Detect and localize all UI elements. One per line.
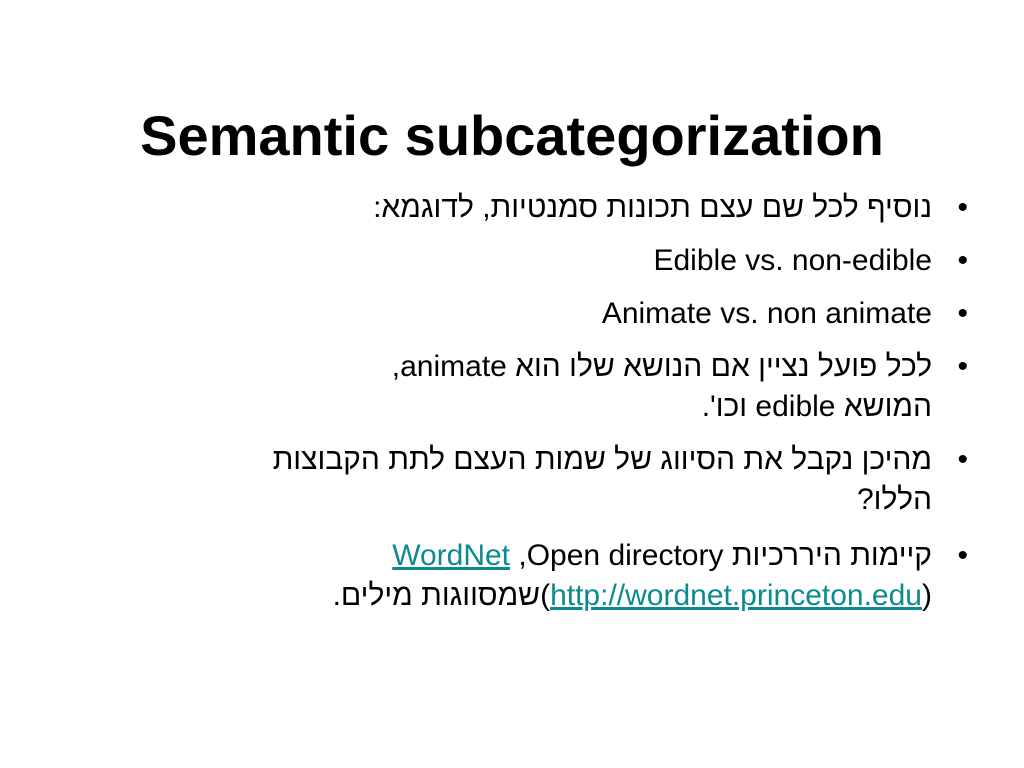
open-paren: (	[922, 579, 932, 612]
wordnet-url-link[interactable]: http://wordnet.princeton.edu	[550, 579, 922, 612]
bullet-text: נוסיף לכל שם עצם תכונות סמנטיות, לדוגמא:	[373, 191, 932, 224]
bullet-item	[100, 241, 972, 281]
bullet-marker: •	[957, 191, 968, 224]
wordnet-link[interactable]: WordNet	[392, 539, 511, 572]
bullet-text-line1: לכל פועל נציין אם הנושא שלו הוא animate,	[391, 350, 932, 383]
bullet-item	[100, 347, 972, 427]
bullet-item	[100, 536, 972, 616]
bullet-text-line2: המושא edible וכו'.	[701, 390, 932, 423]
bullet-marker: •	[957, 244, 968, 277]
bullet-text-tail: שמסווגות מילים.	[332, 579, 541, 612]
bullet-text-line2: הללו?	[857, 483, 932, 516]
bullet-item	[100, 440, 972, 520]
comma-text: ,	[518, 539, 527, 572]
bullet-marker: •	[957, 443, 968, 476]
bullet-list	[100, 188, 972, 629]
bullet-text-line1: מהיכן נקבל את הסיווג של שמות העצם לתת הקבוצות	[272, 443, 932, 476]
bullet-item	[100, 188, 972, 228]
bullet-item	[100, 294, 972, 334]
close-paren: )	[540, 579, 551, 612]
bullet-text: Animate vs. non animate	[601, 297, 932, 330]
bullet-text: Edible vs. non-edible	[653, 244, 932, 277]
bullet-text-intro: קיימות היררכיות	[731, 539, 932, 572]
bullet-marker: •	[957, 350, 968, 383]
slide-title: Semantic subcategorization	[140, 103, 884, 167]
bullet-marker: •	[957, 297, 968, 330]
bullet-marker: •	[957, 539, 968, 572]
open-directory-text: Open directory	[526, 539, 724, 572]
